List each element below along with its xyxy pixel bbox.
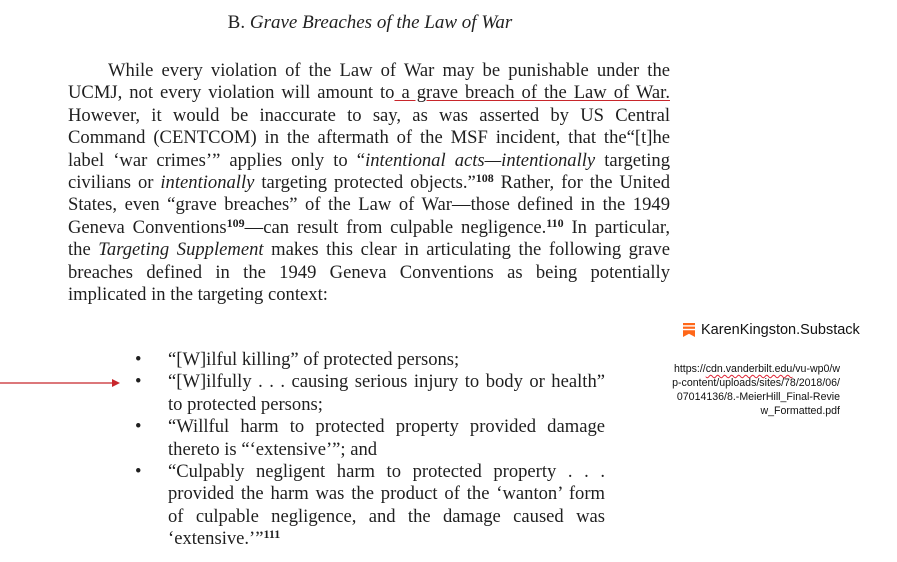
- brand-name: KarenKingston.Substack: [701, 322, 860, 338]
- list-item-text: “Willful harm to protected property provided damage thereto is “‘extensive’”; and: [168, 416, 605, 460]
- footnote-110: 110: [546, 215, 564, 230]
- list-item-text: “[W]ilfully . . . causing serious injury to body or health” to protected persons;: [168, 371, 605, 415]
- list-item: [135, 349, 605, 371]
- body-paragraph: [68, 60, 670, 306]
- section-prefix: B.: [227, 12, 250, 33]
- source-url[interactable]: [672, 362, 840, 418]
- section-heading: [0, 12, 740, 34]
- sentence-2: However, it would be inaccurate to say, as was asserted by US Central Command (CENTCOM) in the aftermath of the MSF incident, that the“[t]he label ‘war crimes’” applies only to “: [68, 104, 670, 171]
- highlighted-phrase: a grave breach of the Law of War.: [394, 82, 670, 104]
- red-arrow-annotation: [0, 377, 120, 389]
- substack-icon: [683, 323, 695, 337]
- sentence-1: While every violation of the Law of War may be punishable under the UCMJ, not every violation will amount to: [68, 60, 670, 104]
- italic-phrase-3: Targeting Supplement: [98, 239, 264, 261]
- list-item: [135, 371, 605, 416]
- list-item-text: “Culpably negligent harm to protected property . . . provided the harm was the product of the ‘wanton’ form of culpable negligence, and the damage caused was ‘extensive.’”: [168, 461, 605, 550]
- substack-brand[interactable]: [683, 322, 860, 338]
- list-item: [135, 416, 605, 461]
- bullet: •: [135, 371, 142, 393]
- sentence-4: In particular, the: [68, 216, 670, 261]
- bullet: •: [135, 416, 142, 438]
- sentence-3b: —can result from culpable negligence.: [244, 216, 547, 238]
- italic-phrase-1: intentional acts—intentionally: [365, 149, 596, 171]
- footnote-111: 111: [263, 527, 281, 542]
- bullet: •: [135, 461, 142, 483]
- italic-phrase-2: intentionally: [160, 172, 255, 194]
- sentence-3: Rather, for the United States, even “grave breaches” of the Law of War—those defined in the 1949 Geneva Conventions: [68, 172, 670, 238]
- section-title: Grave Breaches of the Law of War: [249, 12, 513, 33]
- sentence-2-end: targeting protected objects.”: [254, 172, 476, 194]
- grave-breaches-list: [135, 349, 605, 551]
- url-scheme: https://: [673, 363, 706, 375]
- footnote-108: 108: [475, 171, 494, 186]
- sentence-4-end: makes this clear in articulating the following grave breaches defined in the 1949 Geneva Conventions as being potentially implicated in the targeting context:: [68, 239, 670, 306]
- url-host: cdn.vanderbilt.edu: [705, 363, 793, 375]
- list-item-text: “[W]ilful killing” of protected persons;: [168, 349, 460, 370]
- footnote-109: 109: [226, 215, 245, 230]
- sentence-2-mid: targeting civilians or: [68, 149, 670, 194]
- url-path: /vu-wp0/wp-content/uploads/sites/78/2018/06/07014136/8.-MeierHill_Final-Review_Formatted.pdf: [672, 363, 840, 417]
- bullet: •: [135, 349, 142, 370]
- list-item: [135, 461, 605, 551]
